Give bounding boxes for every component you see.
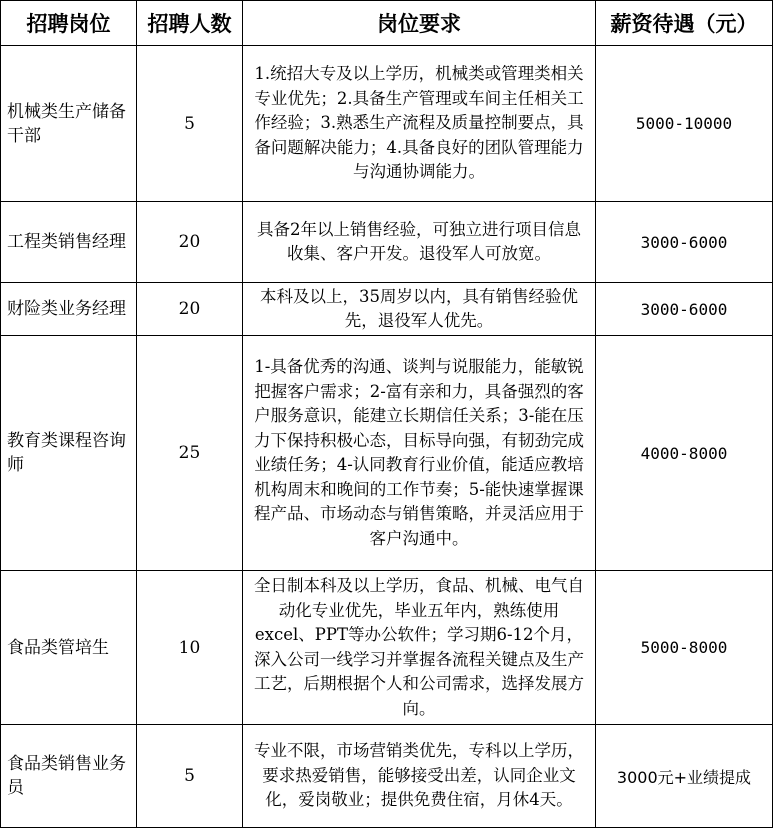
header-count: 招聘人数 (137, 1, 243, 46)
header-salary: 薪资待遇（元） (596, 1, 773, 46)
position-cell: 食品类管培生 (1, 571, 137, 725)
header-position: 招聘岗位 (1, 1, 137, 46)
position-cell: 食品类销售业务员 (1, 725, 137, 828)
count-cell: 5 (137, 46, 243, 202)
requirements-cell: 1.统招大专及以上学历，机械类或管理类相关专业优先；2.具备生产管理或车间主任相关工作经验；3.熟悉生产流程及质量控制要点，具备问题解决能力；4.具备良好的团队管理能力与沟通协调能力。 (243, 46, 596, 202)
salary-cell: 3000-6000 (596, 283, 773, 336)
table-row (1, 283, 773, 336)
position-cell: 教育类课程咨询师 (1, 336, 137, 571)
requirements-cell: 具备2年以上销售经验，可独立进行项目信息收集、客户开发。退役军人可放宽。 (243, 202, 596, 283)
count-cell: 20 (137, 202, 243, 283)
table-row (1, 725, 773, 828)
salary-cell: 4000-8000 (596, 336, 773, 571)
salary-cell: 5000-10000 (596, 46, 773, 202)
position-cell: 机械类生产储备干部 (1, 46, 137, 202)
table-row (1, 202, 773, 283)
requirements-cell: 本科及以上，35周岁以内，具有销售经验优先，退役军人优先。 (243, 283, 596, 336)
requirements-cell: 全日制本科及以上学历，食品、机械、电气自动化专业优先，毕业五年内，熟练使用excel、PPT等办公软件；学习期6-12个月，深入公司一线学习并掌握各流程关键点及生产工艺，后期根据个人和公司需求，选择发展方向。 (243, 571, 596, 725)
count-cell: 20 (137, 283, 243, 336)
salary-cell: 3000元+业绩提成 (596, 725, 773, 828)
header-row (1, 1, 773, 46)
requirements-cell: 1-具备优秀的沟通、谈判与说服能力，能敏锐把握客户需求；2-富有亲和力，具备强烈的客户服务意识，能建立长期信任关系；3-能在压力下保持积极心态，目标导向强，有韧劲完成业绩任务；4-认同教育行业价值，能适应教培机构周末和晚间的工作节奏；5-能快速掌握课程产品、市场动态与销售策略，并灵活应用于客户沟通中。 (243, 336, 596, 571)
salary-cell: 3000-6000 (596, 202, 773, 283)
requirements-cell: 专业不限，市场营销类优先，专科以上学历，要求热爱销售，能够接受出差，认同企业文化，爱岗敬业；提供免费住宿，月休4天。 (243, 725, 596, 828)
count-cell: 25 (137, 336, 243, 571)
table-row (1, 46, 773, 202)
header-requirements: 岗位要求 (243, 1, 596, 46)
count-cell: 5 (137, 725, 243, 828)
position-cell: 财险类业务经理 (1, 283, 137, 336)
table-row (1, 571, 773, 725)
table-row (1, 336, 773, 571)
salary-cell: 5000-8000 (596, 571, 773, 725)
position-cell: 工程类销售经理 (1, 202, 137, 283)
count-cell: 10 (137, 571, 243, 725)
